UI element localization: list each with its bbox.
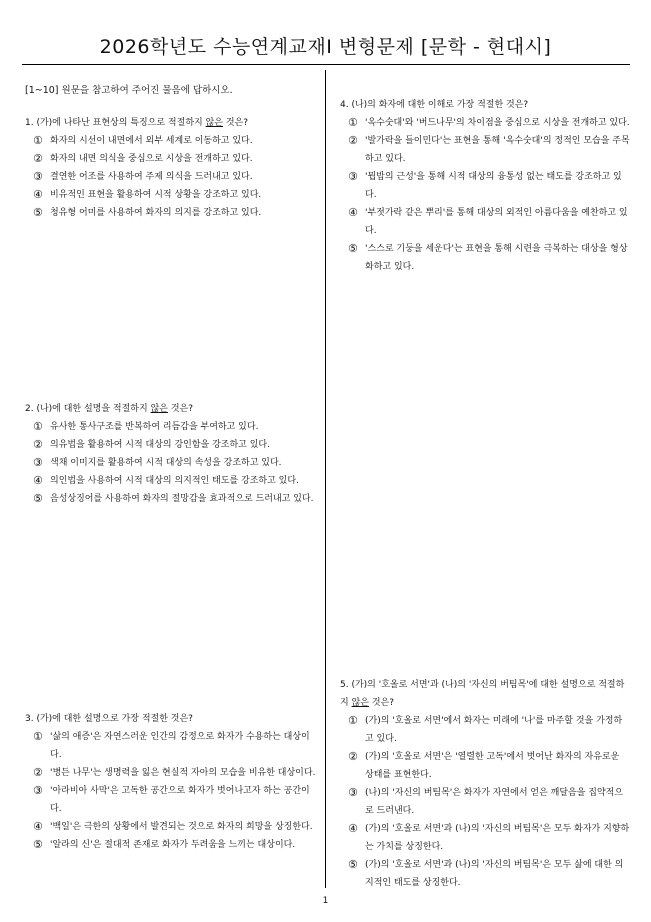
q1-options [25,132,310,222]
question-stem: 5. (가)의 '호올로 서면'과 (나)의 '자신의 버팀목'에 대한 설명으로 적절하지 않은 것은? [340,680,625,708]
answer-option [33,454,317,472]
option-text: 유사한 통사구조를 반복하여 리듬감을 부여하고 있다. [50,422,259,432]
answer-option [348,132,630,168]
option-text: (가)의 '호올로 서면'에서 화자는 미래에 '나'를 마주할 것을 가정하고 있다. [365,716,623,744]
answer-option [33,836,317,854]
column-divider [325,70,326,888]
option-text: 의인법을 사용하여 시적 대상의 의지적인 태도를 강조하고 있다. [50,476,299,486]
q3-options [25,728,317,854]
option-text: 화자의 내면 의식을 중심으로 시상을 전개하고 있다. [50,154,253,164]
option-number: ② [33,766,43,779]
option-number: ① [33,134,43,147]
option-number: ④ [33,188,43,201]
option-text: '스스로 기둥을 세운다'는 표현을 통해 시련을 극복하는 대상을 형상화하고 있다. [365,244,628,272]
answer-option [348,712,630,748]
option-text: '병든 나무'는 생명력을 잃은 현실적 자아의 모습을 비유한 대상이다. [50,768,316,778]
option-number: ④ [348,822,358,835]
option-text: (가)의 '호올로 서면'과 (나)의 '자신의 버팀목'은 모두 삶에 대한 의지적인 태도를 상징한다. [365,860,624,888]
answer-option [33,728,317,764]
option-text: '백일'은 극한의 상황에서 발견되는 것으로 화자의 희망을 상징한다. [50,822,313,832]
option-number: ① [33,420,43,433]
option-text: 결연한 어조를 사용하여 주제 의식을 드러내고 있다. [50,172,253,182]
q5-options [340,712,630,892]
question-stem: 2. (나)에 대한 설명을 적절하지 않은 것은? [25,404,193,414]
option-text: '옥수숫대'와 '버드나무'의 차이점을 중심으로 시상을 전개하고 있다. [365,118,630,128]
option-number: ⑤ [33,838,43,851]
option-text: 색채 이미지를 활용하여 시적 대상의 속성을 강조하고 있다. [50,458,282,468]
answer-option [33,168,310,186]
answer-option [348,240,630,276]
option-number: ③ [33,784,43,797]
option-text: (가)의 '호올로 서면'은 '열렬한 고독'에서 벗어난 화자의 자유로운 상태를 표현한다. [365,752,620,780]
answer-option [348,856,630,892]
answer-option [348,204,630,240]
question-stem: 1. (가)에 나타난 표현상의 특징으로 적절하지 않은 것은? [25,118,248,128]
page-number: 1 [322,896,329,906]
option-text: 화자의 시선이 내면에서 외부 세계로 이동하고 있다. [50,136,253,146]
option-number: ④ [33,820,43,833]
answer-option [33,782,317,818]
option-text: '부젓가락 같은 뿌리'를 통해 대상의 외적인 아름다움을 예찬하고 있다. [365,208,628,236]
option-number: ④ [33,474,43,487]
option-number: ② [33,152,43,165]
answer-option [348,114,630,132]
question-stem: 3. (가)에 대한 설명으로 가장 적절한 것은? [25,714,193,724]
question-1 [25,114,310,222]
option-number: ③ [33,456,43,469]
option-text: (나)의 '자신의 버팀목'은 화자가 자연에서 얻은 깨달음을 집약적으로 드러낸다. [365,788,624,816]
option-text: '발가락을 들이민다'는 표현을 통해 '옥수숫대'의 정적인 모습을 주목하고 있다. [365,136,630,164]
option-number: ⑤ [33,206,43,219]
instruction: [1~10] 원문을 참고하여 주어진 물음에 답하시오. [25,85,233,96]
answer-option [348,820,630,856]
question-5 [340,676,630,892]
option-text: '삶의 애증'은 자연스러운 인간의 감정으로 화자가 수용하는 대상이다. [50,732,310,760]
answer-option [33,764,317,782]
option-text: '뭡밥의 근성'을 통해 시적 대상의 융통성 없는 태도를 강조하고 있다. [365,172,622,200]
answer-option [33,204,310,222]
answer-option [33,436,317,454]
option-text: 의유법을 활용하여 시적 대상의 강인함을 강조하고 있다. [50,440,270,450]
option-number: ④ [348,206,358,219]
answer-option [33,132,310,150]
question-3 [25,710,317,854]
option-number: ③ [348,170,358,183]
question-2 [25,400,317,508]
option-number: ② [33,438,43,451]
option-number: ② [348,750,358,763]
option-text: 음성상징어를 사용하여 화자의 절망감을 효과적으로 드러내고 있다. [50,494,314,504]
option-number: ① [348,116,358,129]
option-text: '아라비아 사막'은 고독한 공간으로 화자가 벗어나고자 하는 공간이다. [50,786,310,814]
answer-option [348,784,630,820]
answer-option [33,818,317,836]
option-text: (가)의 '호올로 서면'과 (나)의 '자신의 버팀목'은 모두 화자가 지향하는 가치를 상징한다. [365,824,630,852]
answer-option [33,418,317,436]
answer-option [33,186,310,204]
answer-option [348,748,630,784]
title-rule [22,64,630,65]
answer-option [33,490,317,508]
option-number: ⑤ [348,858,358,871]
q4-options [340,114,630,276]
option-number: ⑤ [348,242,358,255]
option-text: 비유적인 표현을 활용하여 시적 상황을 강조하고 있다. [50,190,262,200]
option-number: ⑤ [33,492,43,505]
option-number: ③ [348,786,358,799]
option-number: ② [348,134,358,147]
answer-option [33,150,310,168]
question-stem: 4. (나)의 화자에 대한 이해로 가장 적절한 것은? [340,100,529,110]
option-number: ① [348,714,358,727]
question-4 [340,96,630,276]
option-number: ① [33,730,43,743]
option-text: 청유형 어미를 사용하여 화자의 의지를 강조하고 있다. [50,208,262,218]
q2-options [25,418,317,508]
answer-option [348,168,630,204]
page-title: 2026학년도 수능연계교재Ⅰ 변형문제 [문학 - 현대시] [99,36,552,58]
option-text: '알라의 신'은 절대적 존재로 화자가 두려움을 느끼는 대상이다. [50,840,296,850]
option-number: ③ [33,170,43,183]
answer-option [33,472,317,490]
